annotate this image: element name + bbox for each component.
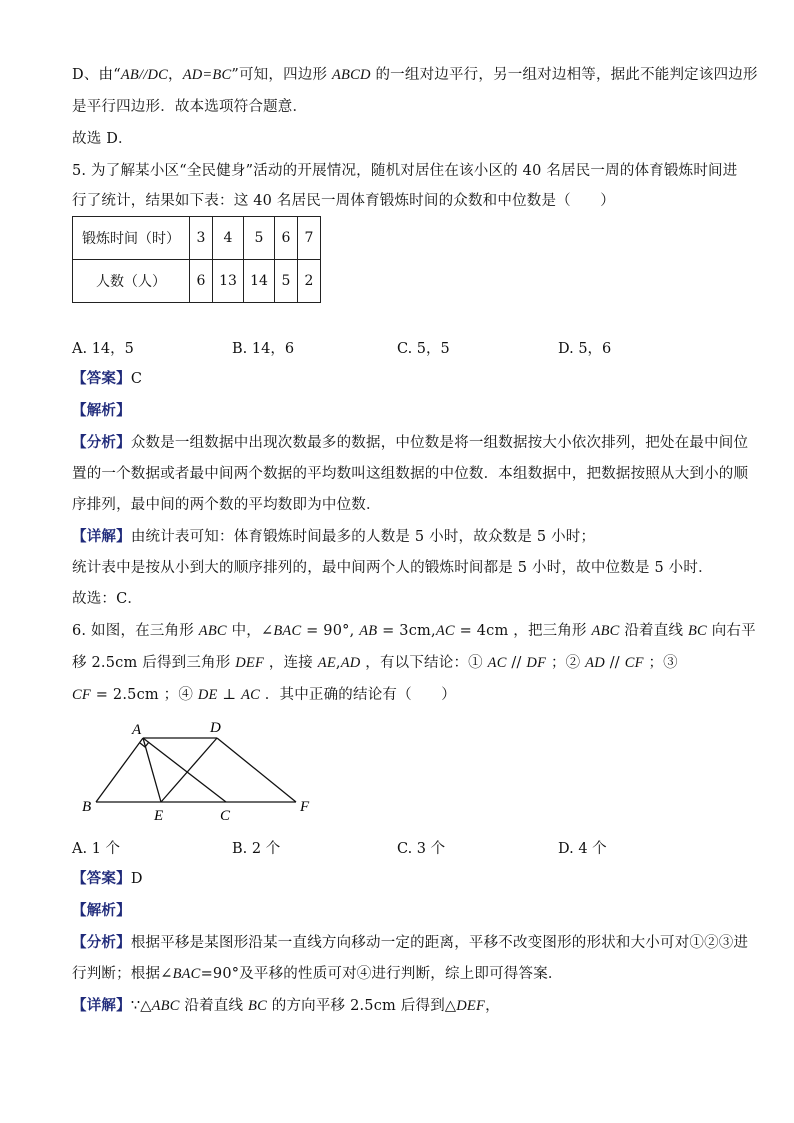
q5-fenxi-line3: 序排列，最中间的两个数的平均数即为中位数．: [72, 497, 381, 513]
q5-conclusion: 故选：C．: [72, 591, 143, 607]
detail-label: 【详解】: [72, 528, 131, 545]
segment-ae: [143, 738, 161, 802]
option-b: B. 2 个: [232, 841, 281, 857]
text: ；②: [546, 655, 586, 671]
math: AC: [435, 623, 455, 639]
text: ⊥: [217, 687, 242, 703]
question-6-line2: [72, 652, 678, 674]
math: CF: [72, 687, 91, 703]
table-cell: 7: [298, 217, 321, 260]
text: ，连接: [264, 655, 318, 671]
math: AD: [585, 655, 605, 671]
text: ,: [335, 655, 341, 671]
text: = 2.5cm ；④: [90, 687, 198, 703]
math: AE: [317, 655, 336, 671]
text: 的方向平移 2.5cm 后得到△: [266, 998, 457, 1014]
text: ，: [485, 998, 500, 1014]
text: ”可知，四边形: [231, 67, 332, 83]
q5-analysis-label: [72, 400, 131, 422]
text: 根据平移是某图形沿某一直线方向移动一定的距离，平移不改变图形的形状和大小可对①②③进: [130, 935, 749, 951]
math: DEF: [456, 998, 486, 1014]
segment-ac: [143, 738, 226, 802]
translation-figure: [74, 716, 334, 826]
math: AC: [487, 655, 507, 671]
q5-detail-line1: [72, 526, 595, 548]
table-cell: 3: [190, 217, 213, 260]
math: =: [202, 67, 213, 83]
text: ，有以下结论：①: [360, 655, 488, 671]
text: = 4cm ，把三角形: [454, 623, 592, 639]
text: 6. 如图，在三角形: [72, 623, 199, 639]
analysis-label: 【解析】: [72, 902, 131, 919]
text: = 90°,: [301, 623, 360, 639]
text: ；③: [643, 655, 678, 671]
answer-label: 【答案】: [72, 870, 131, 887]
segment-ab: [96, 738, 143, 802]
text: 移 2.5cm 后得到三角形: [72, 655, 236, 671]
option-b: B. 14，6: [232, 341, 295, 357]
math: BC: [687, 623, 707, 639]
fenxi-label: 【分析】: [72, 434, 131, 451]
math: ABC: [151, 998, 180, 1014]
q5-fenxi-line2: 置的一个数据或者最中间两个数据的平均数叫这组数据的中位数．本组数据中，把数据按照从大到小的顺: [72, 466, 749, 482]
math: ABC: [591, 623, 620, 639]
table-header-cell: 锻炼时间（时）: [73, 217, 190, 260]
select-d-line: 故选 D．: [72, 131, 133, 147]
math: DC: [147, 67, 168, 83]
math: AB: [120, 67, 139, 83]
table-header-cell: 人数（人）: [73, 260, 190, 303]
text: 中，∠: [226, 623, 274, 639]
text: 众数是一组数据中出现次数最多的数据，中位数是将一组数据按大小依次排列，把处在最中间位: [130, 435, 749, 451]
math: DEF: [235, 655, 265, 671]
label-b: B: [82, 799, 92, 815]
math: BAC: [273, 623, 302, 639]
option-d: D. 5，6: [558, 341, 612, 357]
math: BC: [248, 998, 267, 1014]
label-a: A: [132, 722, 142, 738]
text: 的一组对边平行，另一组对边相等，据此不能判定该四边形: [370, 67, 758, 83]
option-c: C. 3 个: [397, 841, 446, 857]
option-a: A. 14，5: [72, 341, 134, 357]
q5-fenxi-line1: [72, 432, 748, 454]
table-cell: 2: [298, 260, 321, 303]
option-a: A. 1 个: [72, 841, 121, 857]
math: AD: [182, 67, 203, 83]
q5-detail-line2: 统计表中是按从小到大的顺序排列的，最中间两个人的锻炼时间都是 5 小时，故中位数是 5 小时．: [72, 560, 713, 576]
text: ∵△: [130, 998, 152, 1014]
table-cell: 14: [244, 260, 275, 303]
text: ，: [167, 67, 183, 83]
exercise-stats-table: [72, 216, 321, 303]
q6-answer: [72, 868, 143, 890]
text: 沿着直线: [179, 998, 249, 1014]
label-c: C: [220, 808, 231, 824]
text: //: [604, 655, 625, 671]
answer-value: D: [130, 871, 143, 887]
math: AB: [359, 623, 378, 639]
text: 由统计表可知：体育锻炼时间最多的人数是 5 小时，故众数是 5 小时；: [130, 529, 596, 545]
question-5-line1: 5. 为了解某小区“全民健身”活动的开展情况，随机对居住在该小区的 40 名居民一周的体育锻炼时间进: [72, 163, 738, 179]
option-d-explanation-line2: 是平行四边形．故本选项符合题意．: [72, 99, 308, 115]
text: = 3cm,: [377, 623, 436, 639]
detail-label: 【详解】: [72, 997, 131, 1014]
label-e: E: [154, 808, 164, 824]
math: ABCD: [331, 67, 371, 83]
table-cell: 5: [275, 260, 298, 303]
math: AD: [340, 655, 361, 671]
answer-value: C: [130, 371, 143, 387]
table-cell: 5: [244, 217, 275, 260]
math: AC: [241, 687, 260, 703]
table-cell: 13: [213, 260, 244, 303]
q6-detail-line1: [72, 995, 500, 1017]
text: //: [506, 655, 527, 671]
q6-analysis-label: [72, 900, 131, 922]
q6-fenxi-line1: [72, 932, 748, 954]
segment-de: [161, 738, 217, 802]
text: 沿着直线: [619, 623, 688, 639]
math: BC: [212, 67, 232, 83]
label-f: F: [300, 799, 310, 815]
answer-label: 【答案】: [72, 370, 131, 387]
math: CF: [624, 655, 644, 671]
math: //: [138, 67, 148, 83]
text: 行判断；根据∠: [72, 966, 173, 982]
table-cell: 6: [275, 217, 298, 260]
table-cell: 4: [213, 217, 244, 260]
segment-df: [217, 738, 296, 802]
math: DF: [526, 655, 547, 671]
text: =90°及平移的性质可对④进行判断，综上即可得答案．: [200, 966, 563, 982]
option-d: D. 4 个: [558, 841, 607, 857]
q5-answer: [72, 368, 142, 390]
table-row: [73, 217, 321, 260]
q6-fenxi-line2: [72, 963, 563, 985]
math: DE: [197, 687, 218, 703]
figure-lines: [96, 738, 296, 802]
fenxi-label: 【分析】: [72, 934, 131, 951]
math: ABC: [198, 623, 227, 639]
question-5-line2: 行了统计，结果如下表：这 40 名居民一周体育锻炼时间的众数和中位数是（ ）: [72, 193, 615, 209]
analysis-label: 【解析】: [72, 402, 131, 419]
text: 向右平: [706, 623, 756, 639]
option-d-explanation-line1: [72, 64, 758, 86]
question-6-line3: [72, 684, 456, 706]
math: BAC: [172, 966, 201, 982]
option-c: C. 5，5: [397, 341, 450, 357]
label-d: D: [210, 720, 221, 736]
table-row: [73, 260, 321, 303]
text: D、由“: [72, 67, 121, 83]
question-6-line1: [72, 620, 756, 642]
text: ．其中正确的结论有（ ）: [260, 687, 456, 703]
table-cell: 6: [190, 260, 213, 303]
